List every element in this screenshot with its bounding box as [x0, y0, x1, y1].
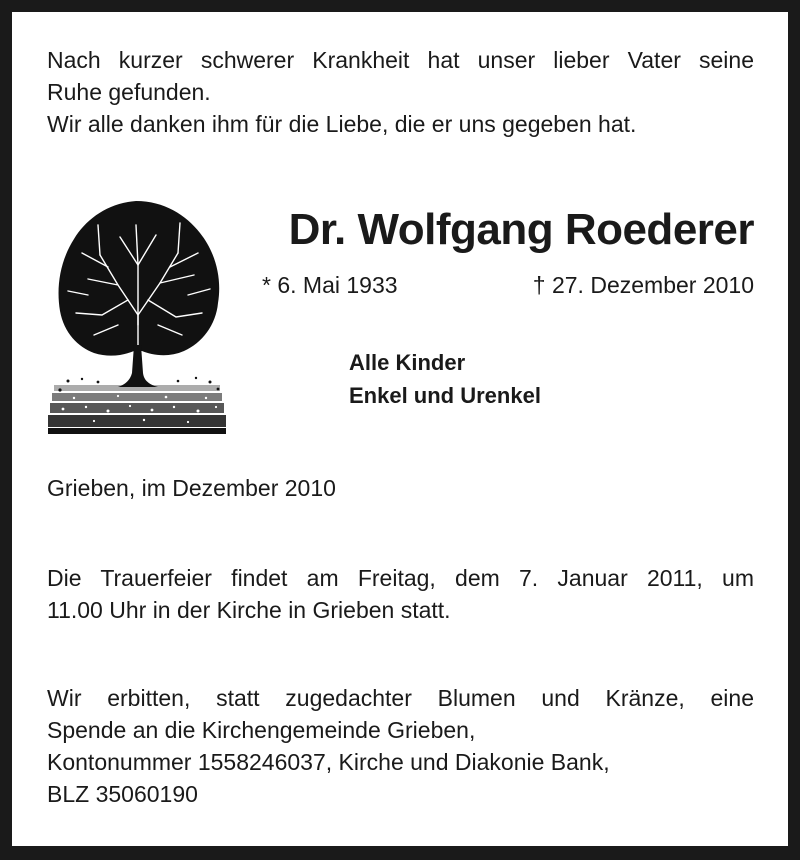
- mourners-line-2: Enkel und Urenkel: [349, 383, 541, 408]
- mourners-line-1: Alle Kinder: [349, 350, 466, 375]
- donation-text: [47, 682, 754, 810]
- deceased-name: Dr. Wolfgang Roederer: [288, 205, 754, 254]
- service-line-1: Die Trauerfeier findet am Freitag, dem 7. Januar 2011, um: [47, 565, 754, 591]
- place-date: Grieben, im Dezember 2010: [47, 475, 336, 501]
- intro-line-2: Ruhe gefunden.: [47, 79, 211, 105]
- tree-icon: [48, 195, 228, 437]
- mourners-list: [349, 346, 541, 412]
- service-line-2: 11.00 Uhr in der Kirche in Grieben statt.: [47, 597, 451, 623]
- obituary-card: [12, 12, 788, 846]
- intro-line-1: Nach kurzer schwerer Krankheit hat unser lieber Vater seine: [47, 47, 754, 73]
- donation-line-3: Kontonummer 1558246037, Kirche und Diakonie Bank,: [47, 749, 610, 775]
- birth-date: * 6. Mai 1933: [262, 272, 398, 298]
- donation-line-2: Spende an die Kirchengemeinde Grieben,: [47, 717, 476, 743]
- donation-line-1: Wir erbitten, statt zugedachter Blumen und Kränze, eine: [47, 685, 754, 711]
- death-date: † 27. Dezember 2010: [532, 272, 754, 298]
- intro-line-3: Wir alle danken ihm für die Liebe, die er uns gegeben hat.: [47, 111, 637, 137]
- funeral-service-text: [47, 562, 754, 626]
- intro-text: [47, 44, 754, 140]
- donation-line-4: BLZ 35060190: [47, 781, 198, 807]
